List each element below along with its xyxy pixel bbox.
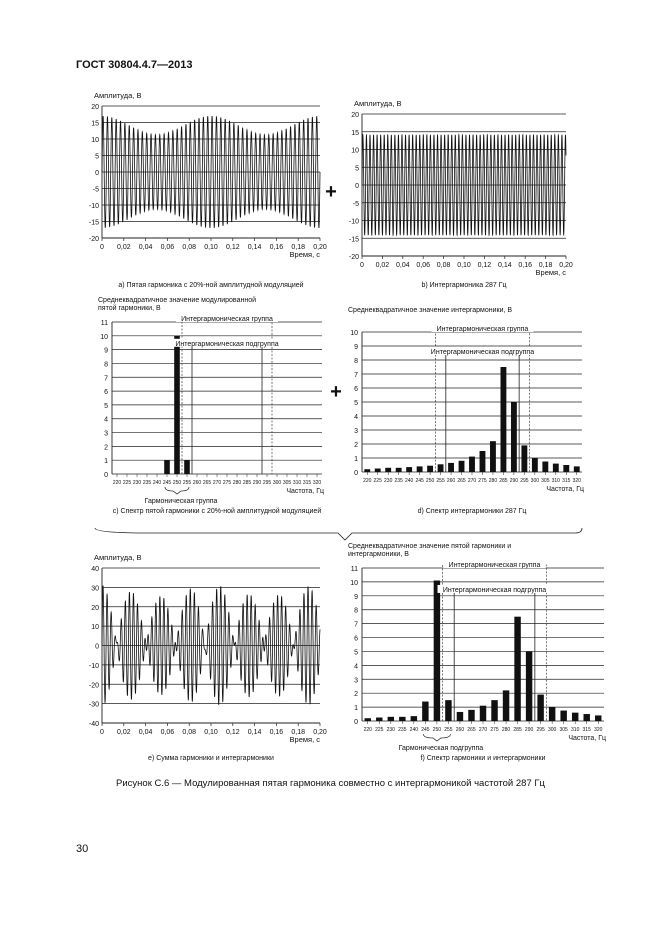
x-tick-label: 220 [363,478,372,484]
x-tick-label: 295 [520,478,529,484]
x-tick-label: 240 [152,480,162,486]
x-tick-label: 240 [404,478,414,484]
y-tick-label: 8 [104,361,108,369]
y-tick-label: 15 [351,129,359,137]
plus-sign: + [325,181,337,203]
y-tick-label: 6 [104,389,108,397]
x-tick-label: 0,14 [497,262,512,269]
y-tick-label: 11 [100,320,108,327]
y-tick-label: 6 [354,635,358,643]
chart-caption: b) Интергармоника 287 Гц [421,282,507,289]
y-tick-label: 1 [104,458,108,466]
y-tick-label: -20 [88,682,99,690]
y-tick-label: 3 [354,428,358,435]
y-axis-label-line: интергармоники, В [348,551,409,558]
x-tick-label: 0,04 [395,262,410,269]
y-tick-label: 10 [351,147,359,155]
x-tick-label: 230 [132,480,142,486]
x-tick-label: 285 [242,480,252,486]
y-tick-label: 5 [355,165,359,173]
x-tick-label: 275 [490,727,499,733]
x-tick-label: 320 [594,727,603,733]
y-tick-label: 7 [104,375,108,383]
x-tick-label: 300 [530,478,540,484]
x-tick-label: 0,02 [116,729,131,736]
x-tick-label: 0 [100,729,104,736]
y-axis-label-line: Среднеквадратичное значение модулированной [98,297,257,304]
y-tick-label: 10 [350,579,358,587]
x-tick-label: 0,02 [116,244,131,251]
x-tick-label: 0,12 [225,729,240,736]
x-tick-label: 0,10 [204,729,218,736]
y-tick-label: 11 [350,566,358,573]
y-tick-label: 3 [104,430,108,438]
x-tick-label: 305 [559,727,568,733]
x-tick-label: 295 [262,480,272,486]
x-tick-label: 245 [162,480,172,486]
y-tick-label: -10 [348,218,359,226]
harmonic-group-label: Гармоническая подгруппа [398,745,484,752]
y-tick-label: -10 [88,203,99,210]
x-tick-label: 0,12 [225,244,240,251]
x-tick-label: 315 [302,480,312,486]
y-tick-label: 0 [355,183,359,190]
x-tick-label: 245 [421,727,430,733]
x-tick-label: 290 [524,727,534,733]
chart-caption: е) Сумма гармоники и интергармоники [148,755,274,762]
x-tick-label: 250 [432,727,442,733]
x-tick-label: 0,08 [182,729,197,736]
y-tick-label: 0 [95,170,99,177]
y-tick-label: -15 [348,236,359,244]
chart-caption: d) Спектр интергармоники 287 Гц [417,508,527,515]
x-tick-label: 0 [360,262,364,269]
x-tick-label: 0,16 [518,262,533,269]
x-tick-label: 320 [312,480,322,486]
x-tick-label: 310 [551,478,560,484]
x-axis-label: Частота, Гц [546,486,584,493]
y-tick-label: 10 [100,333,108,341]
x-tick-label: 225 [373,478,382,484]
y-tick-label: 20 [91,104,99,111]
x-tick-label: 265 [457,478,466,484]
x-tick-label: 315 [582,727,591,733]
y-tick-label: 9 [354,593,358,601]
x-tick-label: 315 [562,478,571,484]
y-axis-label: Амплитуда, В [354,99,402,108]
x-tick-label: 320 [572,478,581,484]
x-tick-label: 0,06 [160,244,175,251]
x-axis-label: Частота, Гц [286,488,324,495]
x-tick-label: 235 [142,480,152,486]
x-tick-label: 305 [541,478,550,484]
x-tick-label: 0,18 [538,262,553,269]
x-tick-label: 225 [375,727,384,733]
x-tick-label: 265 [202,480,212,486]
y-axis-label: Амплитуда, В [94,553,142,562]
x-tick-label: 270 [212,480,222,486]
interharmonic-subgroup-label: Интергармоническая подгруппа [430,349,535,356]
x-tick-label: 285 [513,727,522,733]
x-tick-label: 240 [409,727,419,733]
x-tick-label: 265 [467,727,476,733]
x-tick-label: 290 [252,480,262,486]
x-tick-label: 290 [509,478,519,484]
y-tick-label: 6 [354,386,358,393]
x-tick-label: 0,06 [160,729,175,736]
y-tick-label: -5 [352,200,359,208]
x-tick-label: 225 [122,480,132,486]
x-tick-label: 295 [536,727,545,733]
interharmonic-group-label: Интергармоническая группа [448,562,541,569]
x-tick-label: 285 [499,478,508,484]
combining-brace [95,528,582,540]
x-tick-label: 0,18 [291,244,306,251]
document-header: ГОСТ 30804.4.7—2013 [76,59,193,71]
x-tick-label: 260 [192,480,202,486]
x-tick-label: 260 [455,727,465,733]
y-tick-label: 4 [104,416,108,424]
y-tick-label: 10 [350,330,358,337]
y-axis-label-line: Среднеквадратичное значение интергармоники, В [348,307,513,314]
y-tick-label: 4 [354,414,358,421]
x-tick-label: 0,18 [291,729,306,736]
y-tick-label: -20 [88,236,99,243]
y-tick-label: 10 [91,137,99,144]
page-number: 30 [76,843,89,855]
x-tick-label: 220 [363,727,372,733]
x-tick-label: 260 [446,478,456,484]
y-tick-label: 7 [354,372,358,379]
x-tick-label: 0,06 [416,262,431,269]
x-tick-label: 300 [272,480,282,486]
x-tick-label: 0,04 [138,729,153,736]
x-tick-label: 0,14 [247,244,262,251]
y-tick-label: -30 [88,701,99,709]
x-tick-label: 0,10 [204,244,218,251]
y-tick-label: 3 [354,677,358,685]
y-tick-label: 5 [354,649,358,657]
y-tick-label: -40 [88,721,99,728]
x-tick-label: 0,02 [375,262,390,269]
y-tick-label: 2 [104,444,108,452]
y-axis-label-line: пятой гармоники, В [98,305,161,312]
plus-sign: + [330,381,342,403]
y-tick-label: 0 [95,643,99,651]
y-tick-label: 20 [351,112,359,119]
interharmonic-subgroup-label: Интергармоническая подгруппа [442,586,547,594]
x-tick-label: 275 [222,480,232,486]
y-tick-label: 2 [354,691,358,699]
y-tick-label: 0 [104,472,108,479]
x-axis-label: Время, с [289,735,320,744]
x-tick-label: 270 [478,727,488,733]
x-tick-label: 0,08 [182,244,197,251]
x-tick-label: 0,20 [313,729,327,736]
x-tick-label: 310 [292,480,302,486]
x-tick-label: 250 [425,478,435,484]
x-tick-label: 255 [182,480,192,486]
x-tick-label: 230 [386,727,395,733]
y-tick-label: -20 [348,254,359,261]
x-tick-label: 275 [478,478,487,484]
interharmonic-subgroup-label: Интергармоническая подгруппа [175,340,279,348]
x-tick-label: 245 [415,478,424,484]
x-tick-label: 250 [172,480,182,486]
y-tick-label: 0 [354,470,358,477]
x-tick-label: 235 [394,478,403,484]
x-tick-label: 0,14 [247,729,262,736]
chart-caption: f) Спектр гармоники и интергармоники [420,755,546,762]
y-tick-label: -15 [88,219,99,227]
x-tick-label: 255 [444,727,453,733]
y-axis-label: Амплитуда, В [94,91,142,100]
interharmonic-group-label: Интергармоническая группа [181,316,273,323]
figure-caption: Рисунок С.6 — Модулированная пятая гармоника совместно с интергармоникой частотой 287 Гц [116,778,545,789]
y-tick-label: 5 [95,153,99,161]
x-tick-label: 0,20 [313,244,327,251]
y-tick-label: 8 [354,358,358,365]
x-tick-label: 230 [384,478,393,484]
y-tick-label: 15 [91,120,99,128]
y-tick-label: 20 [91,604,99,612]
x-tick-label: 220 [112,480,122,486]
x-tick-label: 0,12 [477,262,492,269]
y-tick-label: 8 [354,607,358,615]
y-tick-label: 30 [91,585,99,593]
x-tick-label: 280 [232,480,242,486]
y-tick-label: -10 [88,662,99,670]
x-tick-label: 235 [398,727,407,733]
x-tick-label: 310 [571,727,580,733]
x-axis-label: Время, с [535,268,566,277]
y-tick-label: 0 [354,719,358,726]
y-tick-label: 9 [104,347,108,355]
x-tick-label: 0,16 [269,729,284,736]
y-tick-label: 9 [354,344,358,351]
y-tick-label: 2 [354,442,358,449]
y-tick-label: 40 [91,566,99,573]
x-tick-label: 0,04 [138,244,153,251]
x-axis-label: Время, с [289,250,320,259]
x-tick-label: 0,16 [269,244,284,251]
x-axis-label: Частота, Гц [568,735,606,742]
y-tick-label: 1 [354,456,358,463]
x-tick-label: 305 [282,480,292,486]
y-tick-label: 1 [354,705,358,713]
y-tick-label: 5 [104,402,108,410]
y-tick-label: 5 [354,400,358,407]
x-tick-label: 0,10 [457,262,471,269]
y-tick-label: 10 [91,624,99,632]
y-axis-label-line: Среднеквадратичное значение пятой гармоники и [348,543,512,550]
chart-caption: c) Спектр пятой гармоники с 20%-ной амплитудной модуляцией [112,508,322,515]
x-tick-label: 255 [436,478,445,484]
interharmonic-group-label: Интергармоническая группа [436,326,529,333]
x-tick-label: 280 [488,478,498,484]
x-tick-label: 0 [100,244,104,251]
x-tick-label: 280 [501,727,511,733]
x-tick-label: 270 [467,478,477,484]
x-tick-label: 0,20 [559,262,573,269]
y-tick-label: -5 [92,186,99,194]
harmonic-group-label: Гармоническая группа [144,498,218,505]
x-tick-label: 0,08 [436,262,451,269]
chart-caption: а) Пятая гармоника с 20%-ной амплитудной модуляцией [118,282,304,289]
x-tick-label: 300 [547,727,557,733]
y-tick-label: 4 [354,663,358,671]
y-tick-label: 7 [354,621,358,629]
